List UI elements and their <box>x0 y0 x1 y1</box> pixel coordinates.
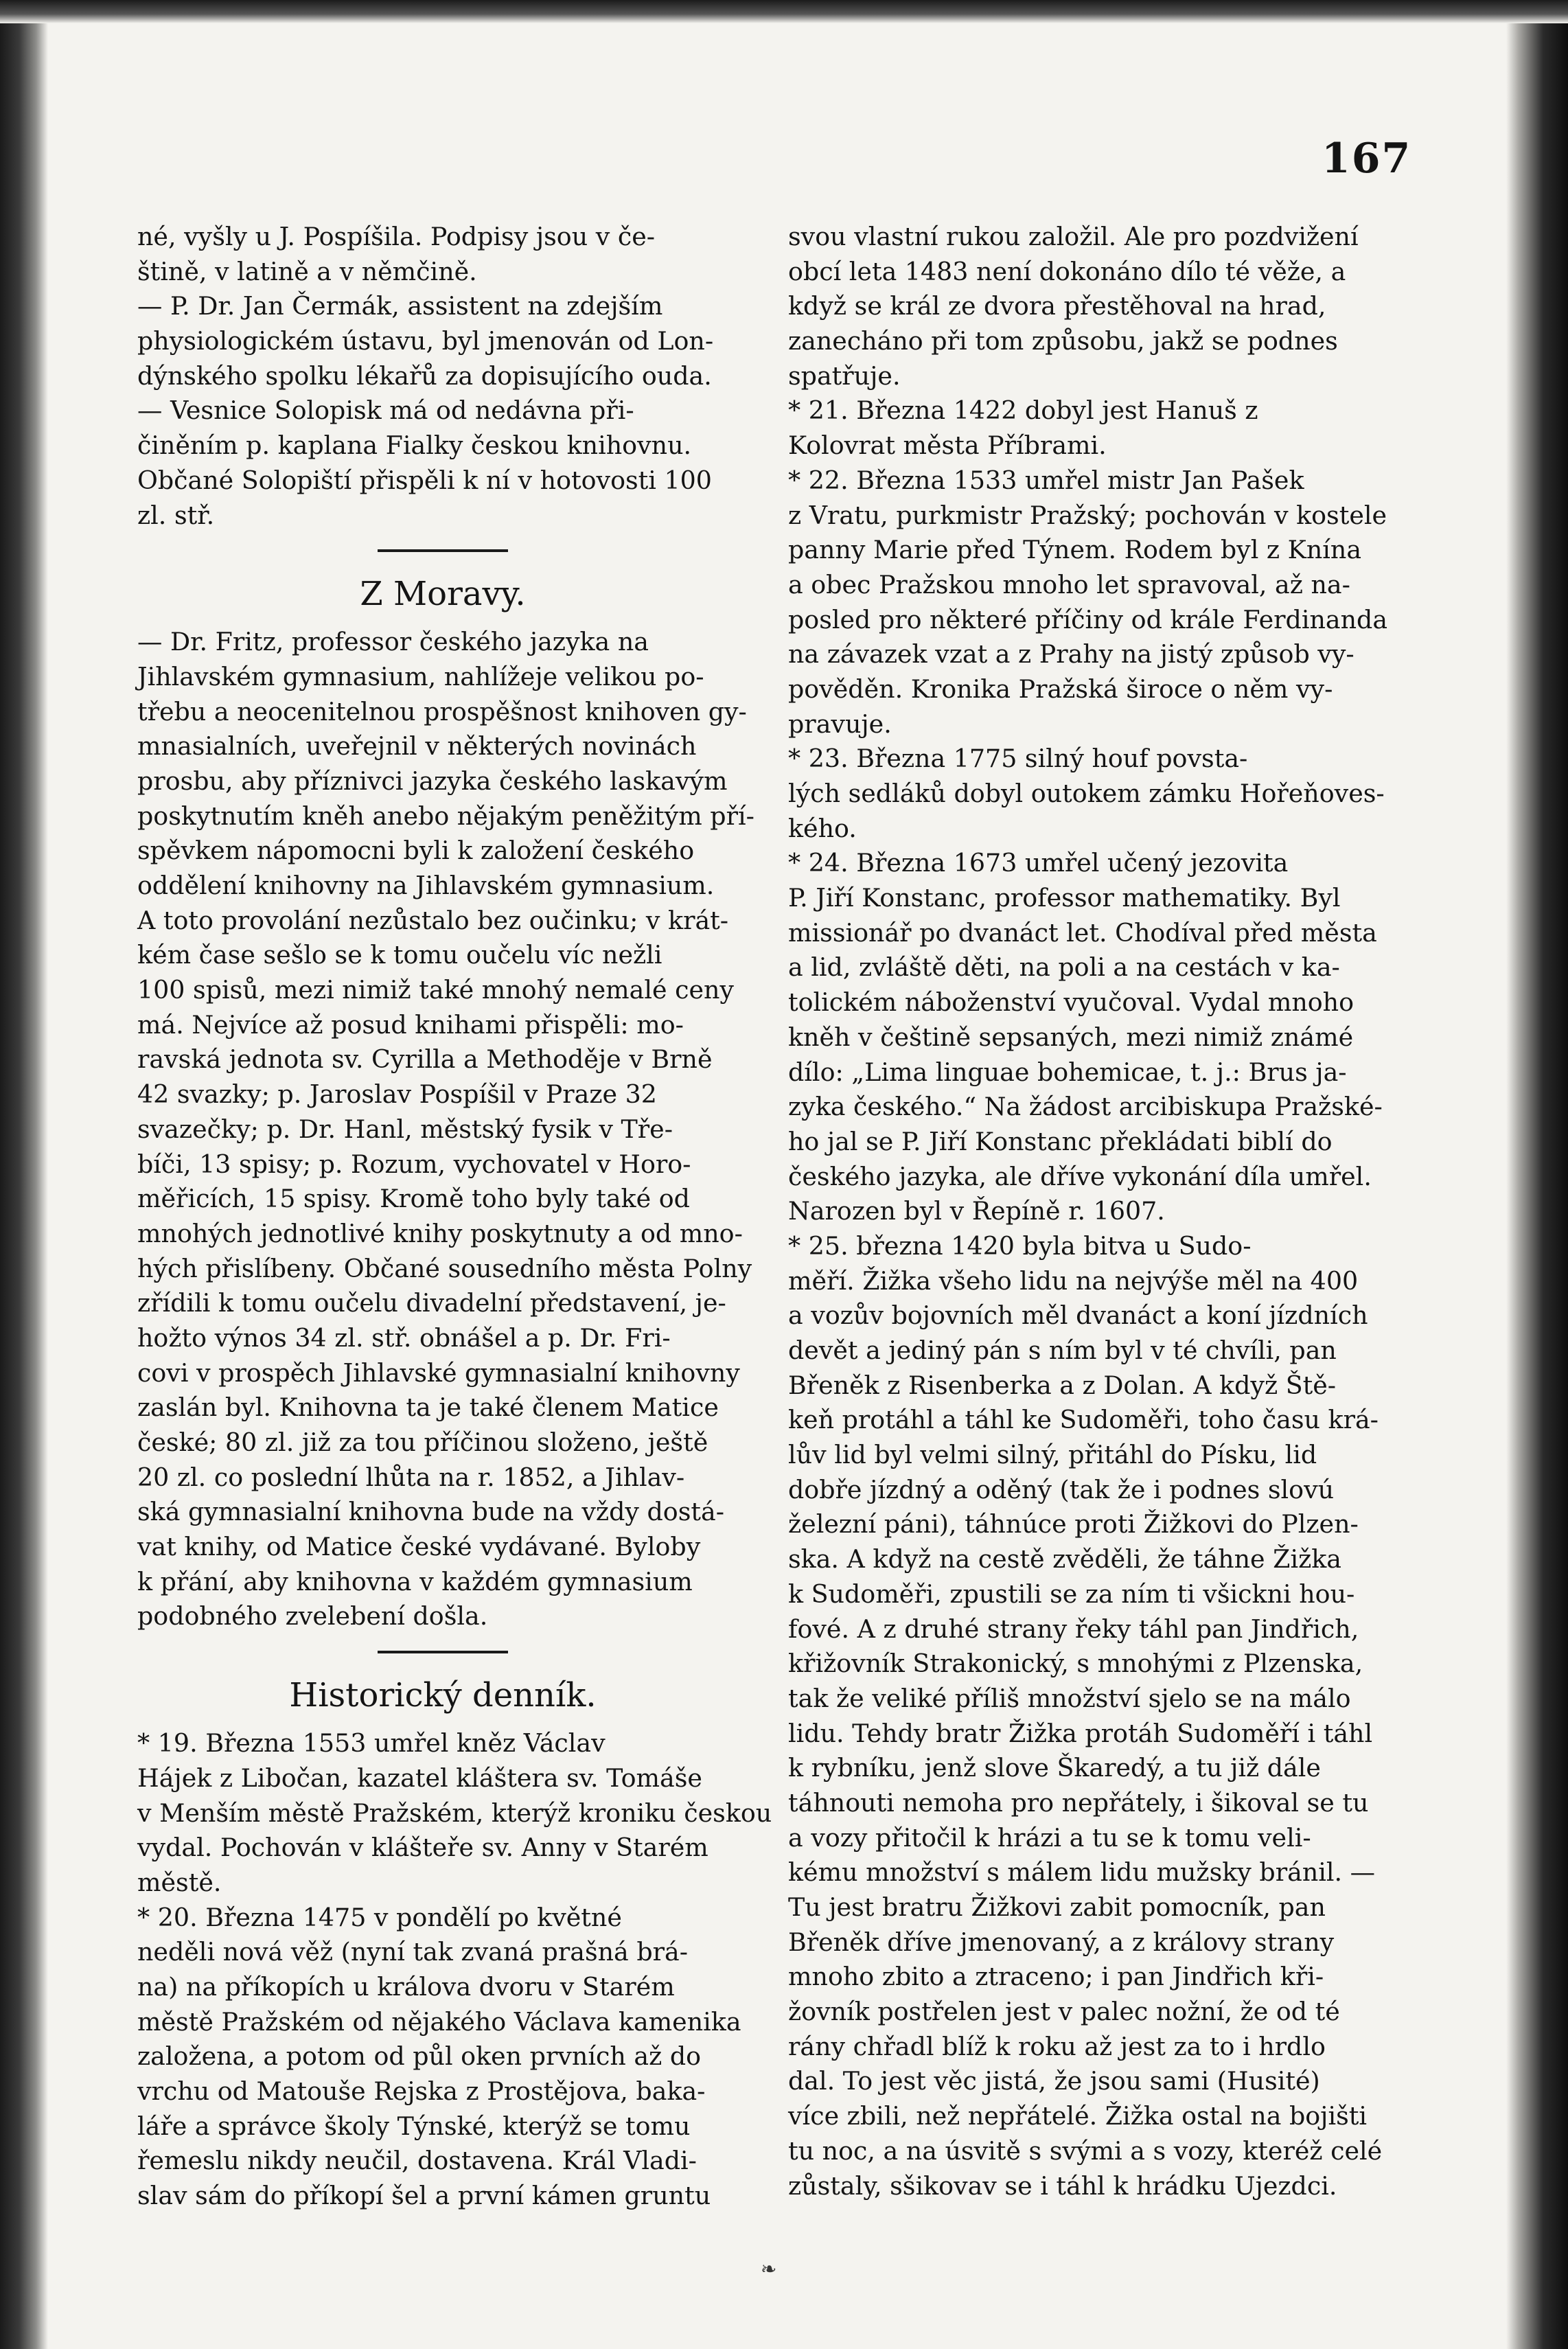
text-line: missionář po dvanáct let. Chodíval před města <box>788 917 1377 948</box>
text-line: 42 svazky; p. Jaroslav Pospíšil v Praze 32 <box>137 1079 657 1110</box>
text-line: železní páni), táhnúce proti Žižkovi do Plzen- <box>788 1509 1359 1539</box>
text-line: * 21. Března 1422 dobyl jest Hanuš z <box>788 396 1258 426</box>
text-line: 100 spisů, mezi nimiž také mnohý nemalé ceny <box>137 975 734 1005</box>
text-line: k rybníku, jenž slove Škaredý, a tu již dále <box>788 1753 1321 1783</box>
text-line: — P. Dr. Jan Čermák, assistent na zdejším <box>137 291 663 321</box>
text-line: z Vratu, purkmistr Pražský; pochován v kostele <box>788 500 1387 530</box>
left-block-news <box>137 220 748 533</box>
text-line: podobného zvelebení došla. <box>137 1601 488 1631</box>
text-line: spatřuje. <box>788 360 901 391</box>
text-line: mnoho zbito a ztraceno; i pan Jindřich kři- <box>788 1962 1324 1992</box>
left-column <box>137 220 772 2214</box>
text-line: pověděn. Kronika Pražská široce o něm vy- <box>788 674 1333 704</box>
text-line: založena, a potom od půl oken prvních až do <box>137 2041 702 2072</box>
right-binding-shadow <box>1506 0 1568 2349</box>
text-line: dobře jízdný a oděný (tak že i podnes slovú <box>788 1474 1335 1504</box>
text-line: zanecháno při tom způsobu, jakž se podnes <box>788 326 1338 356</box>
heading-historicky-dennik: Historický denník. <box>289 1676 597 1715</box>
text-line: Tu jest bratru Žižkovi zabit pomocník, pan <box>788 1892 1326 1922</box>
text-line: dílo: „Lima linguae bohemicae, t. j.: Brus ja- <box>788 1057 1347 1087</box>
text-line: činěním p. kaplana Fialky českou knihovnu. <box>137 431 692 461</box>
text-line: a obec Pražskou mnoho let spravoval, až na- <box>788 569 1350 599</box>
text-line: lidu. Tehdy bratr Žižka protáh Sudoměří i táhl <box>788 1718 1373 1748</box>
text-line: A toto provolání nezůstalo bez oučinku; v krát- <box>137 905 729 935</box>
text-line: Kolovrat města Příbrami. <box>788 431 1107 461</box>
text-line: českého jazyka, ale dříve vykonání díla umřel. <box>788 1161 1372 1191</box>
text-line: táhnouti nemoha pro nepřátely, i šikoval se tu <box>788 1787 1369 1818</box>
left-binding-shadow <box>0 0 48 2349</box>
text-line: * 20. Března 1475 v pondělí po květné <box>137 1902 622 1932</box>
text-line: k přání, aby knihovna v každém gymnasium <box>137 1566 693 1596</box>
text-line: vrchu od Matouše Rejska z Prostějova, baka- <box>137 2076 706 2106</box>
text-line: mnasialních, uveřejnil v některých novinách <box>137 731 697 761</box>
text-line: tolickém náboženství vyučoval. Vydal mnoho <box>788 987 1354 1018</box>
text-line: Narozen byl v Řepíně r. 1607. <box>788 1196 1165 1226</box>
text-line: oddělení knihovny na Jihlavském gymnasium. <box>137 871 715 900</box>
text-line: * 22. Března 1533 umřel mistr Jan Pašek <box>788 465 1304 495</box>
text-line: fové. A z druhé strany řeky táhl pan Jindřich, <box>788 1614 1359 1644</box>
text-line: * 19. Března 1553 umřel kněz Václav <box>137 1728 606 1758</box>
left-block-moravy <box>137 625 754 1634</box>
text-line: * 24. Března 1673 umřel učený jezovita <box>788 848 1289 878</box>
text-line: zyka českého.“ Na žádost arcibiskupa Pražské- <box>788 1092 1383 1122</box>
text-line: zůstaly, sšikovav se i táhl k hrádku Ujezdci. <box>788 2170 1337 2201</box>
text-line: řemeslu nikdy neučil, dostavena. Král Vladi- <box>137 2146 697 2176</box>
text-line: Břeněk dříve jmenovaný, a z královy strany <box>788 1927 1335 1957</box>
text-line: panny Marie před Týnem. Rodem byl z Knína <box>788 535 1362 565</box>
text-line: štině, v latině a v němčině. <box>137 256 477 286</box>
heading-z-moravy: Z Moravy. <box>360 575 526 614</box>
text-line: a vozův bojovních měl dvanáct a koní jízdních <box>788 1300 1368 1331</box>
text-line: P. Jiří Konstanc, professor mathematiky. Byl <box>788 883 1341 913</box>
text-line: devět a jediný pán s ním byl v té chvíli, pan <box>788 1336 1337 1365</box>
text-line: zaslán byl. Knihovna ta je také členem Matice <box>137 1393 719 1423</box>
text-line: městě. <box>137 1867 222 1897</box>
text-line: a lid, zvláště děti, na poli a na cestách v ka- <box>788 952 1340 983</box>
text-line: 20 zl. co poslední lhůta na r. 1852, a Jihlav- <box>137 1462 685 1492</box>
text-line: poskytnutím kněh anebo nějakým peněžitým pří- <box>137 801 754 831</box>
section-divider <box>378 1651 508 1653</box>
text-line: na závazek vzat a z Prahy na jistý způsob vy- <box>788 639 1354 669</box>
top-edge-shadow <box>0 0 1568 23</box>
section-divider <box>378 549 508 552</box>
text-line: ravská jednota sv. Cyrilla a Methoděje v Brně <box>137 1044 713 1075</box>
text-line: lův lid byl velmi silný, přitáhl do Písku, lid <box>788 1440 1317 1470</box>
text-line: kému množství s málem lidu mužsky bránil. — <box>788 1857 1376 1888</box>
text-line: ská gymnasialní knihovna bude na vždy dostá- <box>137 1497 724 1527</box>
text-line: láře a správce školy Týnské, kterýž se tomu <box>137 2111 691 2141</box>
text-line: tu noc, a na úsvitě s svými a s vozy, kteréž celé <box>788 2135 1383 2166</box>
text-line: městě Pražském od nějakého Václava kamenika <box>137 2006 741 2037</box>
text-line: kém čase sešlo se k tomu oučelu víc nežli <box>137 940 662 970</box>
text-line: měří. Žižka všeho lidu na nejvýše měl na 400 <box>788 1265 1359 1296</box>
text-line: zl. stř. <box>137 500 215 530</box>
text-line: keň protáhl a táhl ke Sudoměři, toho času krá- <box>788 1405 1379 1435</box>
text-line: na) na příkopích u králova dvoru v Starém <box>137 1971 675 2002</box>
text-line: bíči, 13 spisy; p. Rozum, vychovatel v Horo- <box>137 1149 691 1179</box>
ornament-icon: ❧ <box>761 2258 776 2280</box>
right-column <box>788 220 1399 2203</box>
text-line: vat knihy, od Matice české vydávané. Byloby <box>137 1532 701 1562</box>
text-line: křižovník Strakonický, s mnohými z Plzenska, <box>788 1649 1363 1679</box>
text-line: když se král ze dvora přestěhoval na hrad, <box>788 291 1326 321</box>
text-line: * 25. března 1420 byla bitva u Sudo- <box>788 1230 1252 1261</box>
text-line: kněh v češtině sepsaných, mezi nimiž známé <box>788 1022 1354 1052</box>
right-block-dennik <box>788 220 1399 2203</box>
text-line: vydal. Pochován v klášteře sv. Anny v Starém <box>137 1833 708 1863</box>
text-line: obcí leta 1483 není dokonáno dílo té věže, a <box>788 256 1346 286</box>
text-line: Hájek z Libočan, kazatel kláštera sv. Tomáše <box>137 1763 702 1793</box>
text-line: tak že veliké příliš množství sjelo se na málo <box>788 1683 1351 1713</box>
text-line: české; 80 zl. již za tou příčinou složeno, ještě <box>137 1428 708 1457</box>
text-line: dýnského spolku lékařů za dopisujícího ouda. <box>137 360 712 391</box>
text-line: neděli nová věž (nyní tak zvaná prašná brá- <box>137 1937 688 1967</box>
text-line: physiologickém ústavu, byl jmenován od Lon- <box>137 326 714 356</box>
text-line: — Vesnice Solopisk má od nedávna při- <box>137 396 634 426</box>
text-line: měřicích, 15 spisy. Kromě toho byly také od <box>137 1184 690 1214</box>
text-line: má. Nejvíce až posud knihami přispěli: mo- <box>137 1009 684 1040</box>
text-line: Občané Solopiští přispěli k ní v hotovosti 100 <box>137 465 712 495</box>
text-line: posled pro některé příčiny od krále Ferdinanda <box>788 604 1388 634</box>
text-line: v Menším městě Pražském, kterýž kroniku českou <box>137 1798 772 1828</box>
text-line: žovník postřelen jest v palec nožní, že od té <box>788 1997 1340 2027</box>
text-line: více zbili, než nepřátelé. Žižka ostal na bojišti <box>788 2101 1368 2131</box>
text-line: k Sudoměři, zpustili se za ním ti všickni hou- <box>788 1579 1355 1609</box>
text-line: pravuje. <box>788 709 892 739</box>
text-line: hých přislíbeny. Občané sousedního města Polny <box>137 1253 752 1283</box>
text-line: dal. To jest věc jistá, že jsou sami (Husité) <box>788 2066 1320 2096</box>
text-line: spěvkem nápomocni byli k založení českého <box>137 836 695 866</box>
text-line: ska. A když na cestě zvěděli, že táhne Žižka <box>788 1544 1341 1574</box>
text-line: zřídili k tomu oučelu divadelní představení, je- <box>137 1288 726 1318</box>
text-line: svazečky; p. Dr. Hanl, městský fysik v Tře- <box>137 1114 673 1144</box>
text-line: né, vyšly u J. Pospíšila. Podpisy jsou v če- <box>137 222 656 251</box>
text-line: ho jal se P. Jiří Konstanc překládati biblí do <box>788 1126 1333 1156</box>
text-line: lých sedláků dobyl outokem zámku Hořeňoves- <box>788 779 1385 808</box>
text-line: svou vlastní rukou založil. Ale pro pozdvižení <box>788 222 1359 251</box>
text-line: slav sám do příkopí šel a první kámen gruntu <box>137 2181 711 2211</box>
page-number: 167 <box>1322 135 1412 183</box>
text-line: třebu a neocenitelnou prospěšnost knihoven gy- <box>137 696 747 726</box>
text-line: Jihlavském gymnasium, nahlížeje velikou po- <box>137 661 704 691</box>
text-line: mnohých jednotlivé knihy poskytnuty a od mno- <box>137 1218 743 1248</box>
text-line: a vozy přitočil k hrázi a tu se k tomu veli- <box>788 1822 1311 1853</box>
text-line: * 23. Března 1775 silný houf povsta- <box>788 744 1248 774</box>
left-block-dennik <box>137 1726 772 2214</box>
text-line: hožto výnos 34 zl. stř. obnášel a p. Dr. Fri- <box>137 1322 671 1353</box>
text-line: covi v prospěch Jihlavské gymnasialní knihovny <box>137 1357 740 1388</box>
text-line: kého. <box>788 813 857 843</box>
text-line: prosbu, aby příznivci jazyka českého laskavým <box>137 766 728 796</box>
text-line: rány chřadl blíž k roku až jest za to i hrdlo <box>788 2031 1326 2061</box>
text-line: Břeněk z Risenberka a z Dolan. A když Ště- <box>788 1370 1337 1400</box>
text-line: — Dr. Fritz, professor českého jazyka na <box>137 627 649 657</box>
